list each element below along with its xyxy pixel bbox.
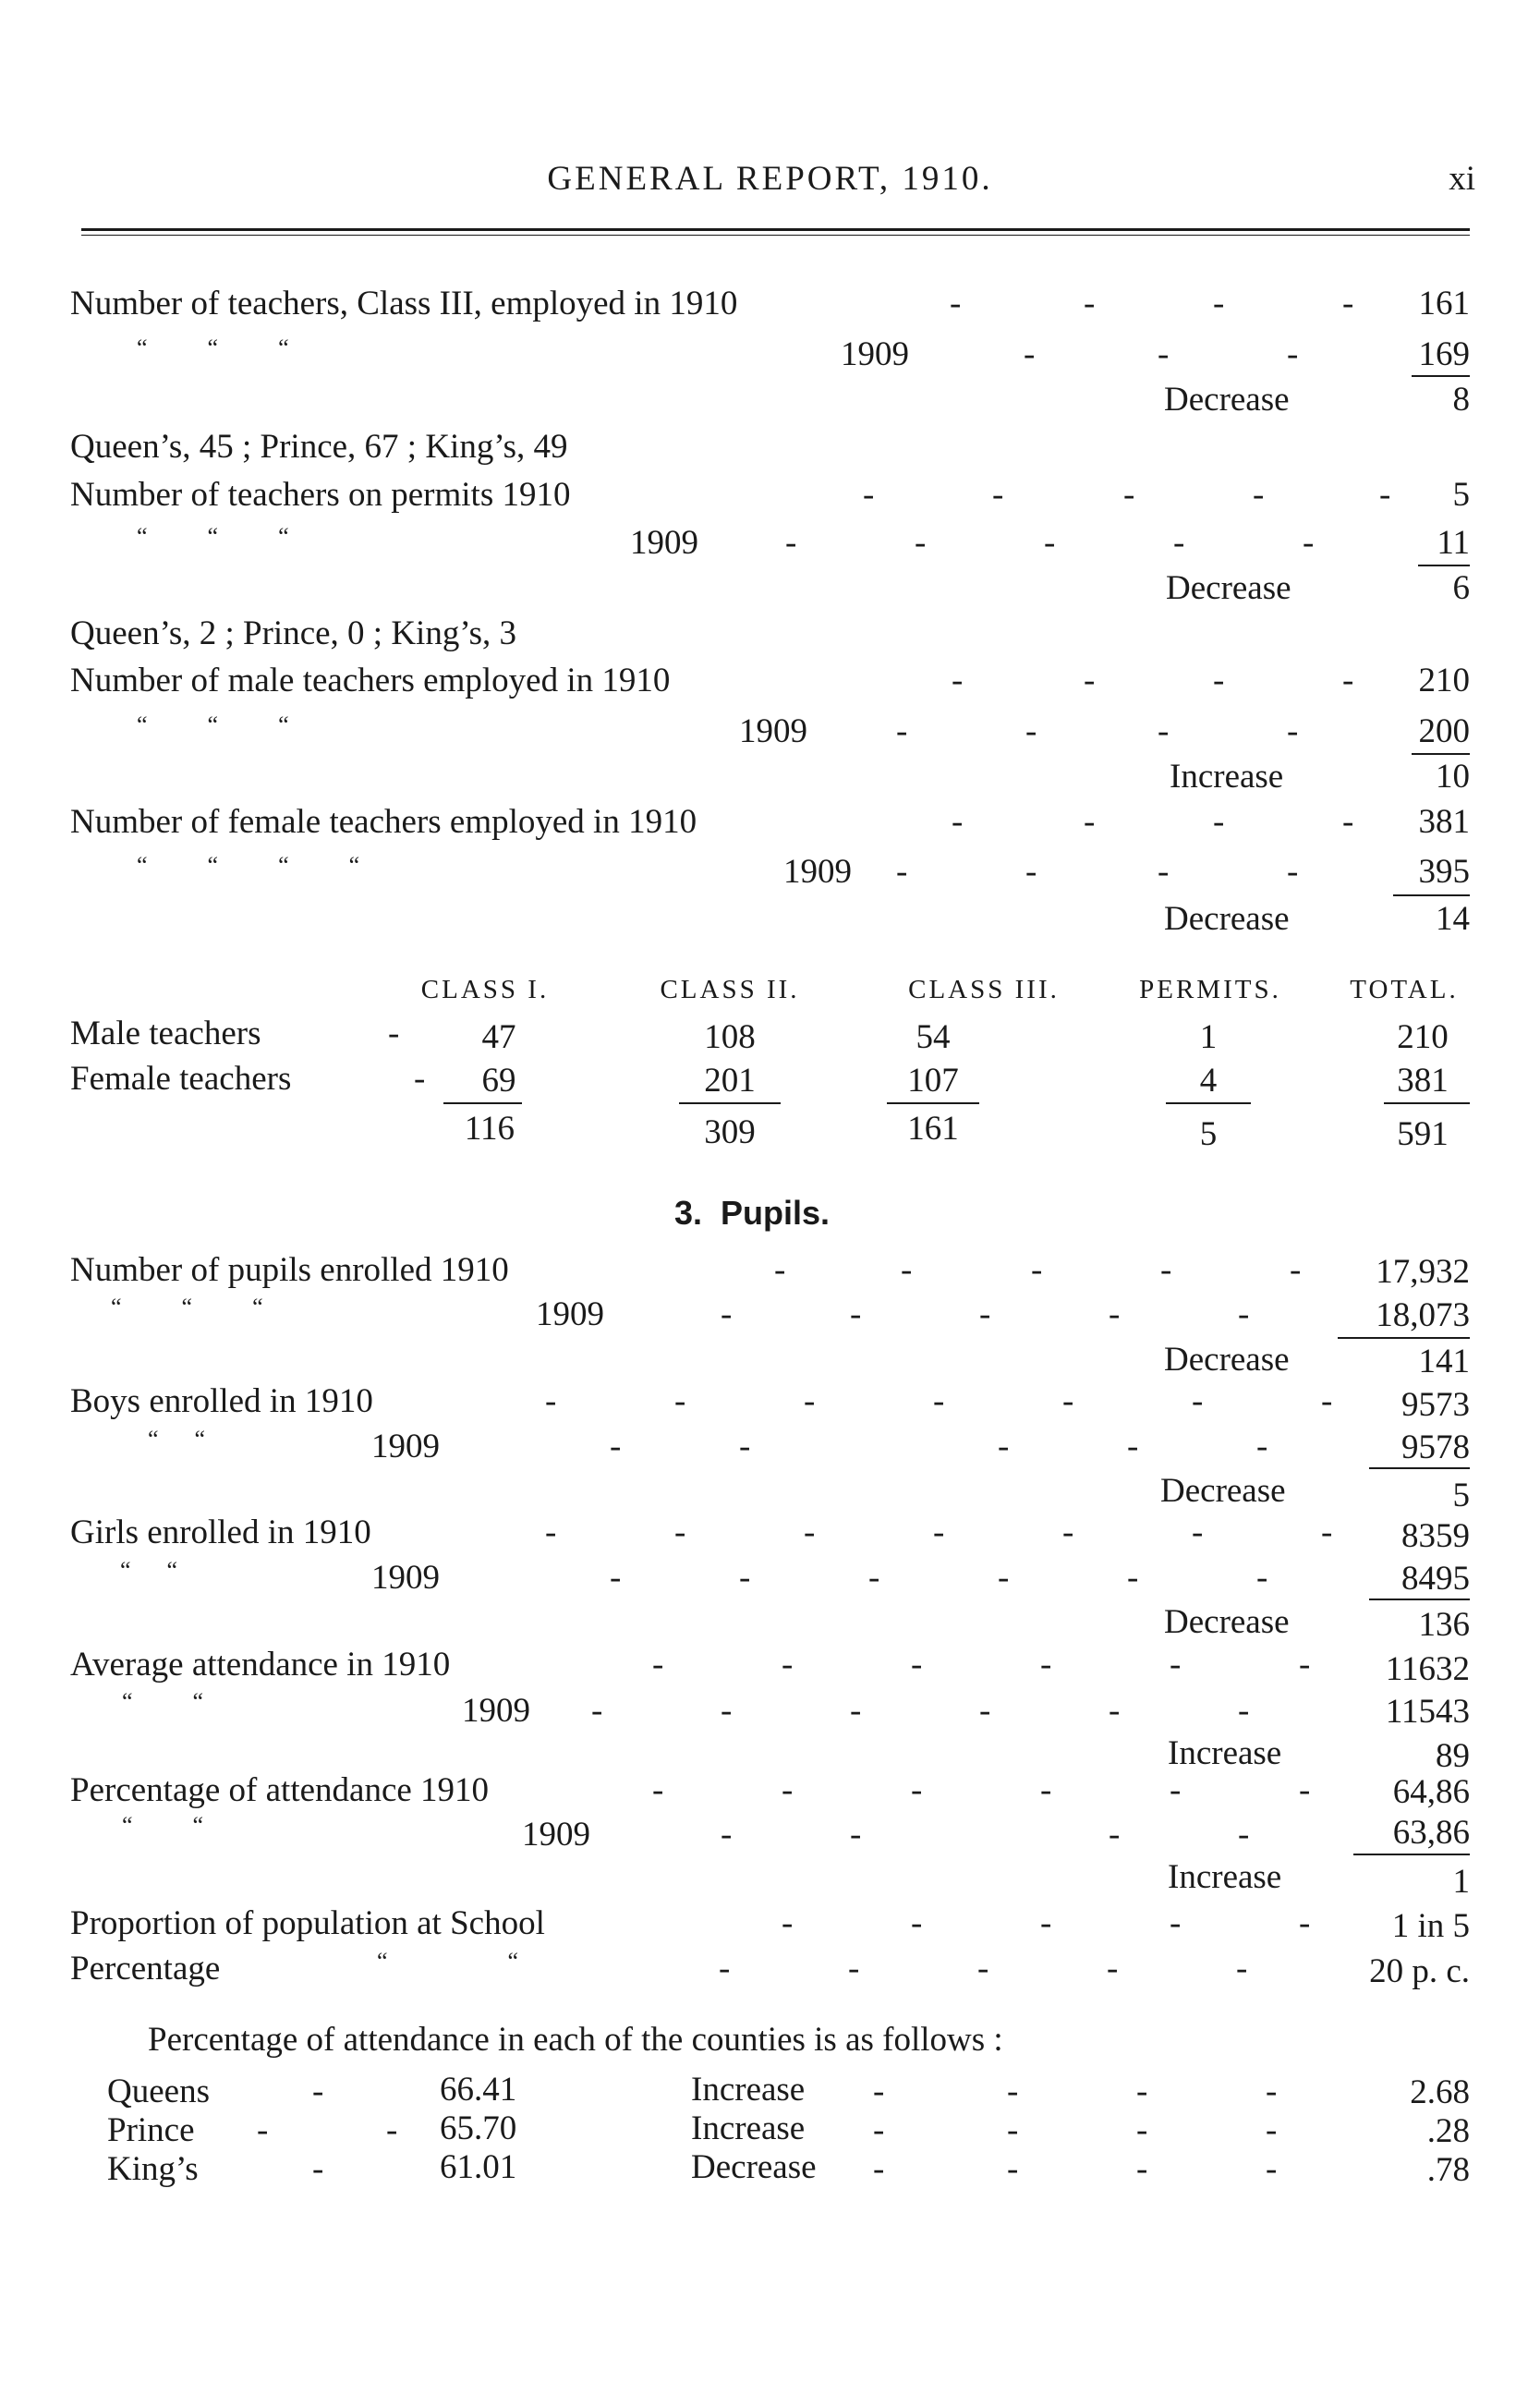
percentage-label-1910: Percentage of attendance 1910: [70, 1771, 490, 1809]
permits-change-value: 6: [1452, 569, 1470, 607]
county-change-value: .28: [1426, 2112, 1470, 2150]
leader-dash: -: [782, 1904, 794, 1942]
leader-dash: -: [1342, 803, 1354, 841]
leader-dash: -: [1007, 2111, 1019, 2149]
percentage-row-label: Percentage: [70, 1950, 221, 1988]
row-label-male: Male teachers: [70, 1015, 261, 1052]
percentage-year-1909: 1909: [522, 1816, 590, 1854]
leader-dash: -: [1123, 476, 1135, 514]
leader-dash: -: [868, 1559, 880, 1597]
sum-rule: [1393, 894, 1470, 896]
sum-rule: [1369, 1599, 1470, 1600]
leader-dash: -: [1266, 2111, 1278, 2149]
boys-label-1910: Boys enrolled in 1910: [70, 1382, 373, 1420]
attendance-year-1909: 1909: [462, 1692, 530, 1730]
leader-dash: -: [610, 1559, 622, 1597]
leader-dash: -: [782, 1771, 794, 1809]
column-header-class-1: CLASS I.: [420, 975, 550, 1004]
running-header: GENERAL REPORT, 1910.: [547, 160, 993, 198]
leader-dash: -: [1238, 1816, 1250, 1854]
leader-dash: -: [933, 1513, 945, 1551]
cell-value: 309: [704, 1113, 756, 1151]
pupils-change-label: Decrease: [1164, 1341, 1290, 1379]
percentage-change-label: Increase: [1168, 1858, 1282, 1896]
leader-dash: -: [1256, 1428, 1268, 1465]
leader-dash: -: [911, 1646, 923, 1684]
sum-rule: [443, 1102, 522, 1104]
leader-dash: -: [774, 1251, 786, 1289]
female-label-1910: Number of female teachers employed in 1910: [70, 803, 697, 841]
leader-dash: -: [1136, 2073, 1148, 2110]
female-change-value: 14: [1436, 900, 1470, 938]
leader-dash: -: [739, 1428, 751, 1465]
class3-value-1910: 161: [1418, 285, 1470, 322]
pupils-value-1910: 17,932: [1376, 1253, 1470, 1291]
leader-dash: -: [911, 1771, 923, 1809]
leader-dash: -: [850, 1816, 862, 1854]
sum-rule: [1412, 753, 1470, 755]
leader-dash: -: [896, 853, 908, 891]
girls-value-1910: 8359: [1401, 1517, 1470, 1555]
column-header-permits: PERMITS.: [1139, 975, 1281, 1004]
leader-dash: -: [721, 1295, 733, 1333]
sum-rule: [679, 1102, 781, 1104]
boys-change-label: Decrease: [1160, 1472, 1286, 1510]
leader-dash: -: [952, 803, 964, 841]
counties-intro: Percentage of attendance in each of the counties is as follows :: [148, 2021, 1003, 2059]
row-label-female: Female teachers: [70, 1060, 292, 1098]
male-ditto-1909: “ “ “: [137, 711, 289, 738]
leader-dash: -: [1287, 853, 1299, 891]
leader-dash: -: [1379, 476, 1391, 514]
column-header-class-2: CLASS II.: [660, 975, 800, 1004]
leader-dash: -: [388, 1015, 400, 1052]
county-value: 66.41: [440, 2071, 517, 2109]
header-rule: [81, 228, 1470, 231]
leader-dash: -: [1040, 1771, 1052, 1809]
leader-dash: -: [719, 1950, 731, 1988]
county-value: 65.70: [440, 2109, 517, 2147]
cell-value: 47: [481, 1018, 516, 1056]
leader-dash: -: [721, 1816, 733, 1854]
girls-value-1909: 8495: [1401, 1560, 1470, 1598]
leader-dash: -: [591, 1692, 603, 1730]
leader-dash: -: [652, 1771, 664, 1809]
boys-ditto: “ “: [148, 1426, 206, 1453]
leader-dash: -: [1136, 2111, 1148, 2149]
class3-breakdown: Queen’s, 45 ; Prince, 67 ; King’s, 49: [70, 428, 568, 466]
percentage-row-ditto: “ “: [377, 1948, 519, 1975]
leader-dash: -: [1290, 1251, 1302, 1289]
cell-value: 107: [907, 1062, 959, 1100]
leader-dash: -: [1192, 1513, 1204, 1551]
column-header-total: TOTAL.: [1350, 975, 1459, 1004]
leader-dash: -: [674, 1382, 686, 1420]
leader-dash: -: [1040, 1646, 1052, 1684]
leader-dash: -: [915, 524, 927, 562]
class3-year-1909: 1909: [841, 335, 909, 373]
leader-dash: -: [674, 1513, 686, 1551]
female-value-1910: 381: [1418, 803, 1470, 841]
leader-dash: -: [1173, 524, 1185, 562]
girls-label-1910: Girls enrolled in 1910: [70, 1513, 371, 1551]
leader-dash: -: [545, 1382, 557, 1420]
percentage-value-1909: 63,86: [1392, 1814, 1470, 1852]
leader-dash: -: [1158, 853, 1170, 891]
cell-value: 591: [1397, 1115, 1449, 1153]
leader-dash: -: [911, 1904, 923, 1942]
attendance-change-value: 89: [1436, 1737, 1470, 1775]
leader-dash: -: [1024, 335, 1036, 373]
leader-dash: -: [414, 1060, 426, 1098]
leader-dash: -: [785, 524, 797, 562]
cell-value: 108: [704, 1018, 756, 1056]
leader-dash: -: [1107, 1950, 1119, 1988]
proportion-label: Proportion of population at School: [70, 1904, 545, 1942]
leader-dash: -: [1025, 853, 1037, 891]
leader-dash: -: [998, 1559, 1010, 1597]
leader-dash: -: [1025, 712, 1037, 750]
boys-value-1910: 9573: [1401, 1386, 1470, 1424]
boys-value-1909: 9578: [1401, 1428, 1470, 1466]
county-value: 61.01: [440, 2148, 517, 2186]
class3-value-1909: 169: [1418, 335, 1470, 373]
cell-value: 201: [704, 1062, 756, 1100]
leader-dash: -: [1299, 1904, 1311, 1942]
leader-dash: -: [1084, 803, 1096, 841]
county-name: King’s: [107, 2150, 199, 2188]
leader-dash: -: [1236, 1950, 1248, 1988]
attendance-value-1910: 11632: [1385, 1650, 1470, 1688]
leader-dash: -: [1007, 2073, 1019, 2110]
leader-dash: -: [312, 2073, 324, 2110]
county-change-label: Increase: [691, 2109, 806, 2147]
girls-year-1909: 1909: [371, 1559, 440, 1597]
male-label-1910: Number of male teachers employed in 1910: [70, 662, 671, 699]
male-change-value: 10: [1436, 758, 1470, 796]
girls-change-value: 136: [1418, 1606, 1470, 1644]
female-year-1909: 1909: [783, 853, 852, 891]
girls-ditto: “ “: [120, 1557, 178, 1584]
attendance-value-1909: 11543: [1385, 1693, 1470, 1731]
leader-dash: -: [1158, 712, 1170, 750]
leader-dash: -: [873, 2150, 885, 2188]
leader-dash: -: [1170, 1904, 1182, 1942]
leader-dash: -: [1213, 803, 1225, 841]
leader-dash: -: [1127, 1559, 1139, 1597]
sum-rule: [1412, 375, 1470, 377]
leader-dash: -: [952, 662, 964, 699]
attendance-ditto: “ “: [122, 1688, 204, 1715]
class3-label-1910: Number of teachers, Class III, employed in 1910: [70, 285, 738, 322]
header-rule-thin: [81, 235, 1470, 236]
county-change-value: .78: [1426, 2151, 1470, 2189]
pupils-value-1909: 18,073: [1376, 1296, 1470, 1334]
leader-dash: -: [896, 712, 908, 750]
leader-dash: -: [1170, 1646, 1182, 1684]
boys-change-value: 5: [1452, 1477, 1470, 1514]
page-number: xi: [1449, 160, 1475, 198]
leader-dash: -: [1062, 1513, 1074, 1551]
leader-dash: -: [1342, 285, 1354, 322]
permits-ditto-1909: “ “ “: [137, 523, 289, 550]
pupils-label-1910: Number of pupils enrolled 1910: [70, 1251, 509, 1289]
leader-dash: -: [1213, 285, 1225, 322]
male-value-1910: 210: [1418, 662, 1470, 699]
leader-dash: -: [1040, 1904, 1052, 1942]
leader-dash: -: [848, 1950, 860, 1988]
county-change-label: Increase: [691, 2071, 806, 2109]
leader-dash: -: [1253, 476, 1265, 514]
leader-dash: -: [1303, 524, 1315, 562]
leader-dash: -: [1127, 1428, 1139, 1465]
section-heading: 3. Pupils.: [674, 1194, 831, 1232]
leader-dash: -: [1342, 662, 1354, 699]
girls-change-label: Decrease: [1164, 1603, 1290, 1641]
class3-change-label: Decrease: [1164, 381, 1290, 419]
leader-dash: -: [979, 1295, 991, 1333]
female-ditto-1909: “ “ “ “: [137, 852, 360, 879]
leader-dash: -: [804, 1382, 816, 1420]
column-header-class-3: CLASS III.: [908, 975, 1060, 1004]
cell-value: 161: [907, 1110, 959, 1148]
sum-rule: [1338, 1337, 1470, 1339]
leader-dash: -: [979, 1692, 991, 1730]
leader-dash: -: [1238, 1295, 1250, 1333]
leader-dash: -: [992, 476, 1004, 514]
county-change-label: Decrease: [691, 2148, 817, 2186]
attendance-label-1910: Average attendance in 1910: [70, 1646, 451, 1684]
permits-value-1909: 11: [1437, 524, 1470, 562]
leader-dash: -: [1158, 335, 1170, 373]
percentage-change-value: 1: [1452, 1863, 1470, 1901]
leader-dash: -: [1299, 1646, 1311, 1684]
leader-dash: -: [977, 1950, 989, 1988]
leader-dash: -: [1287, 712, 1299, 750]
permits-breakdown: Queen’s, 2 ; Prince, 0 ; King’s, 3: [70, 614, 517, 652]
leader-dash: -: [1266, 2073, 1278, 2110]
leader-dash: -: [1256, 1559, 1268, 1597]
boys-year-1909: 1909: [371, 1428, 440, 1465]
sum-rule: [1166, 1102, 1251, 1104]
leader-dash: -: [873, 2111, 885, 2149]
leader-dash: -: [1031, 1251, 1043, 1289]
permits-value-1910: 5: [1452, 476, 1470, 514]
cell-value: 381: [1397, 1062, 1449, 1100]
leader-dash: -: [1084, 662, 1096, 699]
cell-value: 210: [1397, 1018, 1449, 1056]
male-year-1909: 1909: [739, 712, 807, 750]
percentage-value-1910: 64,86: [1392, 1773, 1470, 1811]
leader-dash: -: [1062, 1382, 1074, 1420]
sum-rule: [1418, 565, 1470, 566]
leader-dash: -: [1109, 1692, 1121, 1730]
leader-dash: -: [850, 1692, 862, 1730]
class3-ditto-1909: “ “ “: [137, 334, 289, 361]
county-name: Queens: [107, 2073, 210, 2110]
cell-value: 1: [1199, 1018, 1218, 1056]
leader-dash: -: [782, 1646, 794, 1684]
attendance-change-label: Increase: [1168, 1734, 1282, 1772]
leader-dash: -: [901, 1251, 913, 1289]
leader-dash: -: [312, 2150, 324, 2188]
proportion-value: 1 in 5: [1391, 1907, 1470, 1945]
leader-dash: -: [1170, 1771, 1182, 1809]
sum-rule: [1369, 1467, 1470, 1469]
male-change-label: Increase: [1170, 758, 1284, 796]
sum-rule: [887, 1102, 979, 1104]
leader-dash: -: [721, 1692, 733, 1730]
pupils-change-value: 141: [1418, 1343, 1470, 1380]
leader-dash: -: [1160, 1251, 1172, 1289]
permits-change-label: Decrease: [1166, 569, 1291, 607]
leader-dash: -: [652, 1646, 664, 1684]
class3-change-value: 8: [1452, 381, 1470, 419]
county-name: Prince: [107, 2111, 195, 2149]
leader-dash: -: [1266, 2150, 1278, 2188]
male-value-1909: 200: [1418, 712, 1470, 750]
permits-label-1910: Number of teachers on permits 1910: [70, 476, 571, 514]
leader-dash: -: [998, 1428, 1010, 1465]
cell-value: 5: [1199, 1115, 1218, 1153]
leader-dash: -: [610, 1428, 622, 1465]
cell-value: 116: [464, 1110, 515, 1148]
leader-dash: -: [257, 2111, 269, 2149]
leader-dash: -: [950, 285, 962, 322]
leader-dash: -: [804, 1513, 816, 1551]
cell-value: 69: [481, 1062, 516, 1100]
cell-value: 4: [1199, 1062, 1218, 1100]
sum-rule: [1384, 1102, 1470, 1104]
leader-dash: -: [873, 2073, 885, 2110]
leader-dash: -: [850, 1295, 862, 1333]
cell-value: 54: [916, 1018, 951, 1056]
leader-dash: -: [545, 1513, 557, 1551]
leader-dash: -: [1007, 2150, 1019, 2188]
leader-dash: -: [386, 2111, 398, 2149]
leader-dash: -: [1192, 1382, 1204, 1420]
leader-dash: -: [1044, 524, 1056, 562]
leader-dash: -: [1321, 1513, 1333, 1551]
permits-year-1909: 1909: [630, 524, 698, 562]
sum-rule: [1353, 1854, 1470, 1855]
leader-dash: -: [1213, 662, 1225, 699]
leader-dash: -: [1287, 335, 1299, 373]
leader-dash: -: [1084, 285, 1096, 322]
leader-dash: -: [1321, 1382, 1333, 1420]
leader-dash: -: [933, 1382, 945, 1420]
percentage-ditto: “ “: [122, 1812, 204, 1839]
leader-dash: -: [1109, 1816, 1121, 1854]
leader-dash: -: [1109, 1295, 1121, 1333]
leader-dash: -: [739, 1559, 751, 1597]
leader-dash: -: [1238, 1692, 1250, 1730]
female-value-1909: 395: [1418, 853, 1470, 891]
leader-dash: -: [1299, 1771, 1311, 1809]
pupils-year-1909: 1909: [536, 1295, 604, 1333]
pupils-ditto: “ “ “: [111, 1294, 263, 1320]
leader-dash: -: [863, 476, 875, 514]
county-change-value: 2.68: [1410, 2073, 1470, 2111]
female-change-label: Decrease: [1164, 900, 1290, 938]
leader-dash: -: [1136, 2150, 1148, 2188]
percentage-row-value: 20 p. c.: [1369, 1952, 1470, 1990]
